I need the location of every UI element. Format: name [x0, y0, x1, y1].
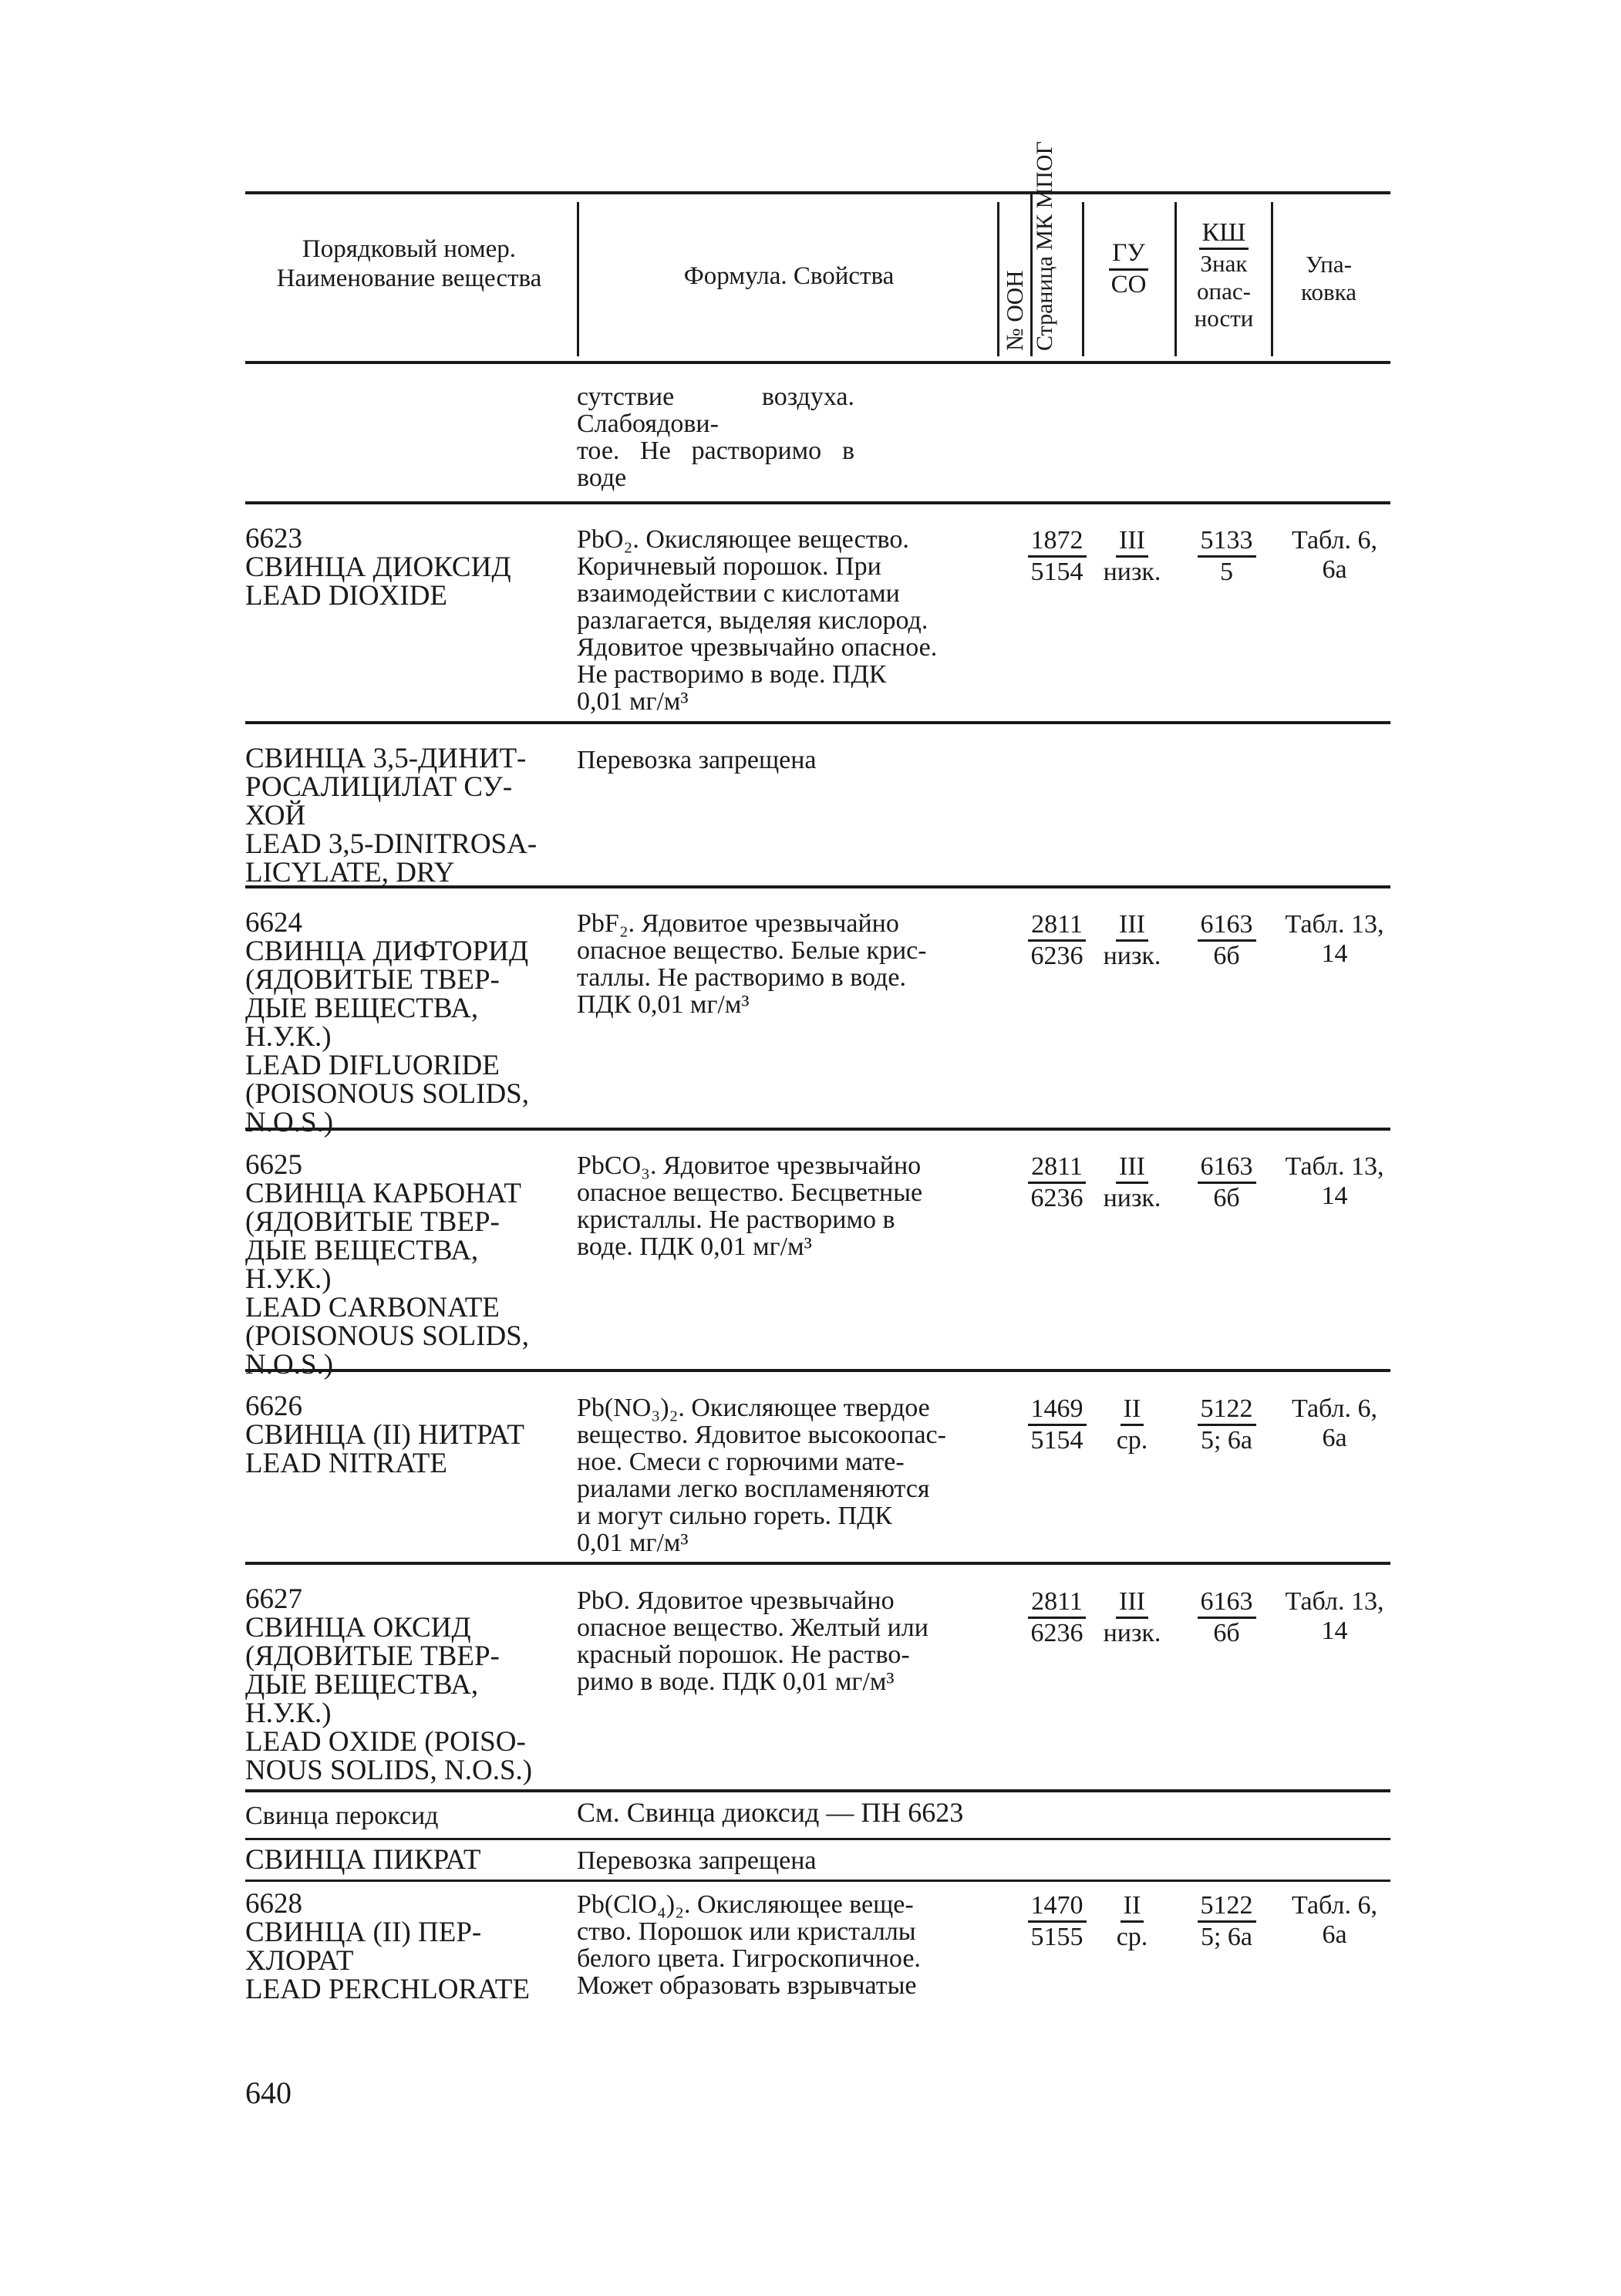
- name-line: LEAD PERCHLORATE: [245, 1974, 530, 2005]
- name-line: СВИНЦА 3,5-ДИНИТ-: [245, 743, 527, 774]
- substance-name: [245, 1803, 569, 1829]
- ksh-value: 5122: [1198, 1394, 1256, 1426]
- substance-properties: [577, 1799, 997, 1827]
- name-line: Н.У.К.): [245, 1021, 332, 1053]
- page-number: 640: [245, 2075, 292, 2110]
- name-line: 6628: [245, 1888, 302, 1920]
- name-line: 6626: [245, 1391, 302, 1422]
- mk-page: 5154: [1030, 1426, 1083, 1455]
- co-value: низк.: [1103, 1184, 1161, 1213]
- prop-line: Не растворимо в воде. ПДК: [577, 660, 887, 689]
- gu-value: III: [1116, 526, 1148, 558]
- prop-line: Pb(NO₃)₂. Окисляющее твердое: [577, 1394, 930, 1422]
- name-line: Н.У.К.): [245, 1263, 332, 1295]
- entry-separator: [245, 1128, 1390, 1131]
- danger-sign: 5; 6а: [1200, 1923, 1253, 1952]
- substance-name: [245, 1151, 569, 1379]
- co-value: ср.: [1116, 1426, 1148, 1455]
- gu-co-fraction: [1082, 1891, 1182, 1952]
- prop-line: Ядовитое чрезвычайно опасное.: [577, 633, 938, 663]
- prop-line: 0,01 мг/м³: [577, 687, 689, 716]
- header-pack-column: Упа- ковка: [1301, 251, 1356, 305]
- substance-name: [245, 524, 569, 610]
- name-line: N.O.S.): [245, 1107, 334, 1138]
- name-line: ХЛОРАТ: [245, 1945, 354, 1977]
- prop-line: таллы. Не растворимо в воде.: [577, 963, 906, 993]
- ksh-sign-fraction: [1178, 526, 1275, 587]
- prop-line: Перевозка запрещена: [577, 1846, 817, 1875]
- prop-line: воде. ПДК 0,01 мг/м³: [577, 1232, 812, 1262]
- ksh-sign-fraction: [1178, 1152, 1275, 1213]
- ksh-value: 5133: [1198, 526, 1256, 558]
- prop-line: PbO₂. Окисляющее вещество.: [577, 525, 909, 554]
- prop-line: и могут сильно гореть. ПДК: [577, 1502, 892, 1531]
- header-divider: [997, 202, 999, 356]
- gu-value: III: [1116, 910, 1148, 942]
- packaging: Табл. 13, 14: [1285, 910, 1384, 969]
- mk-page: 6236: [1030, 1184, 1083, 1213]
- ksh-value: 5122: [1198, 1891, 1256, 1923]
- name-line: (ЯДОВИТЫЕ ТВЕР-: [245, 1206, 500, 1238]
- entry-separator: [245, 1880, 1390, 1882]
- entry-separator: [245, 885, 1390, 888]
- continuation-line: сутствие воздуха. Слабоядови-: [577, 383, 854, 439]
- name-line: РОСАЛИЦИЛАТ СУ-: [245, 771, 513, 803]
- un-number: 1872: [1028, 526, 1087, 558]
- ksh-value: 6163: [1198, 1587, 1256, 1619]
- entry-separator: [245, 1789, 1390, 1792]
- prop-line: кристаллы. Не растворимо в: [577, 1205, 895, 1235]
- mk-page: 6236: [1030, 942, 1083, 971]
- name-line: LICYLATE, DRY: [245, 857, 455, 888]
- name-line: Свинца пероксид: [245, 1802, 439, 1830]
- co-value: низк.: [1103, 1619, 1161, 1648]
- un-number: 2811: [1028, 1587, 1086, 1619]
- prop-line: опасное вещество. Бесцветные: [577, 1178, 923, 1208]
- gu-co-fraction: [1082, 1587, 1182, 1648]
- substance-properties: [577, 526, 997, 715]
- name-line: СВИНЦА ОКСИД: [245, 1612, 471, 1644]
- substance-name: [245, 1585, 569, 1785]
- prop-line: 0,01 мг/м³: [577, 1529, 689, 1558]
- name-line: NOUS SOLIDS, N.O.S.): [245, 1755, 533, 1786]
- name-line: LEAD OXIDE (POISO-: [245, 1726, 526, 1758]
- name-line: СВИНЦА ПИКРАТ: [245, 1844, 481, 1876]
- prop-line: вещество. Ядовитое высокоопас-: [577, 1421, 946, 1450]
- prop-line: разлагается, выделяя кислород.: [577, 606, 928, 636]
- continuation-line: тое. Не растворимо в воде: [577, 437, 854, 493]
- name-line: 6627: [245, 1583, 302, 1615]
- ksh-sign-fraction: [1178, 1891, 1275, 1952]
- entry-separator: [245, 1838, 1390, 1840]
- gu-value: II: [1121, 1891, 1144, 1923]
- header-un-column: № ООН: [1001, 270, 1028, 351]
- prop-line: Pb(ClO₄)₂. Окисляющее веще-: [577, 1890, 914, 1919]
- prop-line: опасное вещество. Белые крис-: [577, 936, 927, 966]
- name-line: ДЫЕ ВЕЩЕСТВА,: [245, 1235, 479, 1266]
- danger-sign: 6б: [1213, 942, 1240, 971]
- name-line: LEAD NITRATE: [245, 1448, 448, 1479]
- prop-line: ство. Порошок или кристаллы: [577, 1917, 916, 1947]
- substance-properties: [577, 1847, 997, 1874]
- name-line: ДЫЕ ВЕЩЕСТВА,: [245, 1669, 479, 1701]
- header-top-rule: [245, 191, 1390, 194]
- substance-properties: [577, 910, 997, 1018]
- name-line: СВИНЦА КАРБОНАТ: [245, 1178, 521, 1209]
- prop-line: белого цвета. Гигроскопичное.: [577, 1944, 921, 1974]
- name-line: LEAD DIOXIDE: [245, 580, 448, 612]
- danger-sign: 6б: [1213, 1184, 1240, 1213]
- name-line: Н.У.К.): [245, 1698, 332, 1729]
- packaging: Табл. 6, 6а: [1292, 1891, 1377, 1950]
- substance-name: [245, 1392, 569, 1478]
- prop-line: римо в воде. ПДК 0,01 мг/м³: [577, 1667, 895, 1697]
- header-ksh-column: [1177, 217, 1271, 332]
- entry-separator: [245, 1369, 1390, 1372]
- name-line: (ЯДОВИТЫЕ ТВЕР-: [245, 964, 500, 996]
- un-number: 2811: [1028, 1152, 1086, 1184]
- name-line: СВИНЦА ДИФТОРИД: [245, 936, 529, 967]
- header-divider: [577, 202, 579, 356]
- entry-separator: [245, 721, 1390, 724]
- header-gu-top: ГУ: [1109, 239, 1148, 271]
- header-divider: [1271, 202, 1273, 356]
- name-line: LEAD 3,5-DINITROSA-: [245, 828, 538, 860]
- substance-name: [245, 909, 569, 1137]
- header-gu-column: [1084, 239, 1173, 300]
- co-value: низк.: [1103, 942, 1161, 971]
- continuation-text: [577, 383, 854, 491]
- substance-properties: [577, 747, 997, 774]
- prop-line: красный порошок. Не раство-: [577, 1640, 910, 1670]
- name-line: СВИНЦА (II) ПЕР-: [245, 1917, 482, 1948]
- ksh-sign-fraction: [1178, 910, 1275, 971]
- gu-co-fraction: [1082, 1394, 1182, 1455]
- prop-line: Может образовать взрывчатые: [577, 1971, 917, 2001]
- mk-page: 5155: [1030, 1923, 1083, 1952]
- name-line: ДЫЕ ВЕЩЕСТВА,: [245, 993, 479, 1024]
- packaging: Табл. 6, 6а: [1292, 526, 1377, 585]
- name-line: 6624: [245, 907, 302, 939]
- header-page-column: Страница МК МПОГ: [1032, 141, 1057, 351]
- danger-sign: 5: [1220, 558, 1233, 587]
- prop-line: взаимодействии с кислотами: [577, 579, 900, 609]
- mk-page: 6236: [1030, 1619, 1083, 1648]
- prop-line: PbCO₃. Ядовитое чрезвычайно: [577, 1151, 922, 1180]
- un-number: 1469: [1028, 1394, 1087, 1426]
- gu-co-fraction: [1082, 1152, 1182, 1213]
- name-line: СВИНЦА (II) НИТРАТ: [245, 1419, 524, 1451]
- header-ksh-top: КШ: [1199, 217, 1249, 250]
- substance-name: [245, 744, 569, 887]
- prop-line: ное. Смеси с горючими мате-: [577, 1448, 905, 1477]
- name-line: (POISONOUS SOLIDS,: [245, 1320, 529, 1352]
- substance-name: [245, 1846, 569, 1874]
- header-formula-column: Формула. Свойства: [683, 262, 895, 290]
- prop-line: Коричневый порошок. При: [577, 552, 881, 582]
- prop-line: Перевозка запрещена: [577, 746, 817, 774]
- co-value: ср.: [1116, 1923, 1148, 1952]
- prop-line: PbO. Ядовитое чрезвычайно: [577, 1586, 895, 1615]
- name-line: 6623: [245, 523, 302, 555]
- name-line: СВИНЦА ДИОКСИД: [245, 551, 511, 583]
- prop-line: риалами легко воспламеняются: [577, 1475, 930, 1504]
- gu-value: III: [1116, 1152, 1148, 1184]
- co-value: низк.: [1103, 558, 1161, 587]
- packaging: Табл. 13, 14: [1285, 1152, 1384, 1211]
- packaging: Табл. 6, 6а: [1292, 1394, 1377, 1453]
- name-line: (POISONOUS SOLIDS,: [245, 1078, 529, 1110]
- prop-line: PbF₂. Ядовитое чрезвычайно: [577, 909, 899, 938]
- ksh-value: 6163: [1198, 910, 1256, 942]
- gu-co-fraction: [1082, 910, 1182, 971]
- entry-separator: [245, 501, 1390, 504]
- name-line: N.O.S.): [245, 1349, 334, 1381]
- ksh-sign-fraction: [1178, 1587, 1275, 1648]
- un-number: 2811: [1028, 910, 1086, 942]
- ksh-sign-fraction: [1178, 1394, 1275, 1455]
- header-name-column: Порядковый номер. Наименование вещества: [276, 235, 542, 292]
- gu-co-fraction: [1082, 526, 1182, 587]
- danger-sign: 6б: [1213, 1619, 1240, 1648]
- packaging: Табл. 13, 14: [1285, 1587, 1384, 1646]
- mk-page: 5154: [1030, 558, 1083, 587]
- danger-sign: 5; 6а: [1200, 1426, 1253, 1455]
- ksh-value: 6163: [1198, 1152, 1256, 1184]
- substance-properties: [577, 1152, 997, 1260]
- substance-properties: [577, 1587, 997, 1695]
- header-gu-bottom: СО: [1110, 270, 1147, 298]
- name-line: ХОЙ: [245, 800, 306, 831]
- prop-line: опасное вещество. Желтый или: [577, 1613, 928, 1643]
- substance-properties: [577, 1891, 997, 1999]
- gu-value: II: [1121, 1394, 1144, 1426]
- entry-separator: [245, 1562, 1390, 1565]
- name-line: LEAD CARBONATE: [245, 1292, 500, 1323]
- header-ksh-bottom: Знак опас- ности: [1194, 250, 1254, 332]
- gu-value: III: [1116, 1587, 1148, 1619]
- name-line: LEAD DIFLUORIDE: [245, 1050, 500, 1081]
- name-line: (ЯДОВИТЫЕ ТВЕР-: [245, 1640, 500, 1672]
- substance-properties: [577, 1394, 997, 1556]
- name-line: 6625: [245, 1149, 302, 1181]
- header-bottom-rule: [245, 361, 1390, 364]
- substance-name: [245, 1890, 569, 2004]
- un-number: 1470: [1028, 1891, 1087, 1923]
- prop-line: См. Свинца диоксид — ПН 6623: [577, 1797, 964, 1828]
- prop-line: ПДК 0,01 мг/м³: [577, 990, 750, 1020]
